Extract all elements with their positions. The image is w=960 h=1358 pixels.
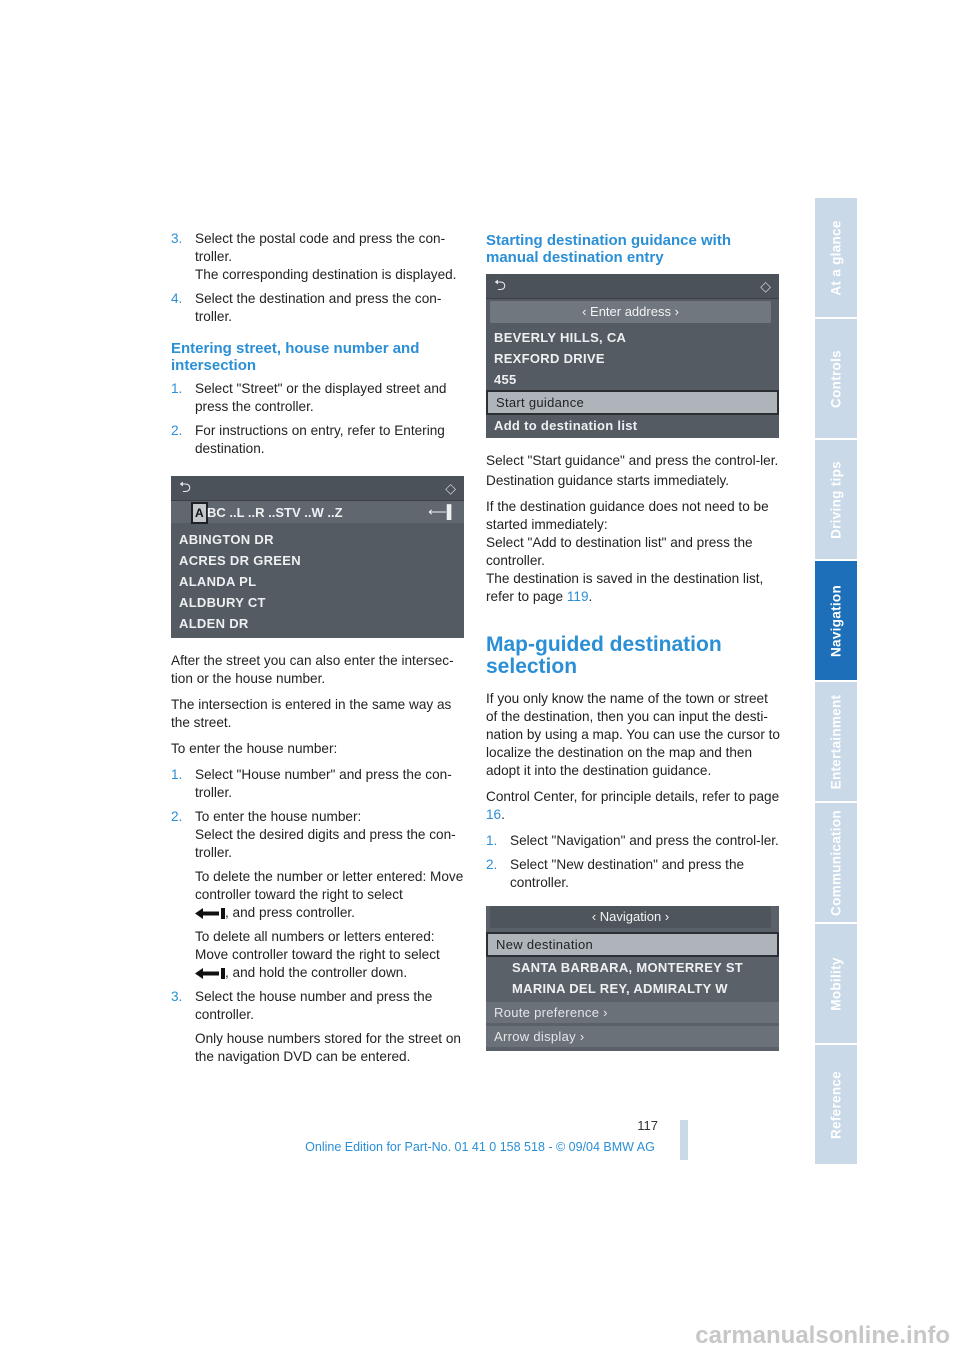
arrow-display-item[interactable]: Arrow display › <box>486 1026 779 1047</box>
tab-reference[interactable]: Reference <box>815 1045 857 1164</box>
para-select-start: Select "Start guidance" and press the control-ler. <box>486 453 779 468</box>
screen-navigation-menu <box>486 906 779 1051</box>
tab-driving-tips[interactable]: Driving tips <box>815 440 857 559</box>
step-2-house: 2. To enter the house number: Select the desired digits and press the con-troller. <box>171 809 456 860</box>
page-link-16[interactable]: 16 <box>486 807 502 822</box>
back-icon[interactable]: ⮌ <box>179 479 192 496</box>
house-dvd-note: Only house numbers stored for the street on the navigation DVD can be entered. <box>195 1031 461 1064</box>
menu-corner-icon: ◇ <box>445 480 456 496</box>
street-row[interactable]: ABINGTON DR <box>179 532 274 547</box>
tab-controls[interactable]: Controls <box>815 319 857 438</box>
para-control-center: Control Center, for principle details, refer to page 16. <box>486 789 780 822</box>
para-intersection: After the street you can also enter the intersec-tion or the house number. <box>171 653 454 686</box>
para-add-list: Select "Add to destination list" and press the controller. <box>486 535 753 568</box>
heading-street: Entering street, house number and intersection <box>171 340 420 374</box>
para-house-intro: To enter the house number: <box>171 741 338 756</box>
step-3-house: 3. Select the house number and press the controller. <box>171 989 433 1022</box>
watermark: carmanualsonline.info <box>695 1322 950 1349</box>
para-map-intro: If you only know the name of the town or street of the destination, then you can input the desti-nation by using a map. You can use the cursor to localize the destination on the map and then adopt it into the destination guidance. <box>486 691 780 778</box>
tab-navigation[interactable]: Navigation <box>815 561 857 680</box>
step-1-house: 1. Select "House number" and press the con-troller. <box>171 767 452 800</box>
street-row[interactable]: ALANDA PL <box>179 574 257 589</box>
tab-at-a-glance[interactable]: At a glance <box>815 198 857 317</box>
recent-destination-row[interactable]: SANTA BARBARA, MONTERREY ST <box>512 960 744 975</box>
tab-mobility[interactable]: Mobility <box>815 924 857 1043</box>
new-destination-item[interactable]: New destination <box>486 932 779 957</box>
back-icon[interactable]: ⮌ <box>494 277 507 294</box>
step-2-new-destination: 2. Select "New destination" and press the controller. <box>486 857 745 890</box>
address-row: BEVERLY HILLS, CA <box>494 330 627 345</box>
route-preference-item[interactable]: Route preference › <box>486 1002 779 1023</box>
navigation-header[interactable]: ‹ Navigation › <box>490 906 771 928</box>
heading-map-guided: Map-guided destination selection <box>486 633 722 678</box>
step-2-instructions: 2. For instructions on entry, refer to Entering destination. <box>171 423 445 456</box>
address-row: 455 <box>494 372 517 387</box>
para-starts-immediately: Destination guidance starts immediately. <box>486 473 730 488</box>
tab-entertainment[interactable]: Entertainment <box>815 682 857 801</box>
street-row[interactable]: ALDEN DR <box>179 616 249 631</box>
screen-topbar <box>171 476 464 501</box>
delete-arrow-icon <box>195 968 225 979</box>
delete-arrow-icon <box>195 908 225 919</box>
tab-communication[interactable]: Communication <box>815 803 857 922</box>
menu-corner-icon: ◇ <box>760 278 771 294</box>
enter-address-header[interactable]: ‹ Enter address › <box>490 301 771 323</box>
recent-destination-row[interactable]: MARINA DEL REY, ADMIRALTY W <box>512 981 728 996</box>
heading-start-guidance: Starting destination guidance with manual destination entry <box>486 232 732 266</box>
start-guidance-item[interactable]: Start guidance <box>486 390 779 415</box>
street-row[interactable]: ACRES DR GREEN <box>179 553 301 568</box>
step-1-street: 1. Select "Street" or the displayed street and press the controller. <box>171 381 447 414</box>
screen-street-entry <box>171 476 464 638</box>
letter-bar[interactable] <box>171 501 464 523</box>
delete-icon[interactable]: ⟵▌ <box>428 504 456 519</box>
letter-cursor[interactable]: A <box>191 502 208 524</box>
step-1-navigation: 1. Select "Navigation" and press the control-ler. <box>486 833 779 848</box>
add-to-list-item[interactable]: Add to destination list <box>494 418 638 433</box>
delete-single-note: To delete the number or letter entered: Move controller toward the right to select , and press controller. <box>195 869 464 920</box>
page-number: 117 <box>637 1118 658 1133</box>
para-saved: The destination is saved in the destination list, refer to page 119. <box>486 571 764 604</box>
left-column <box>171 230 465 1072</box>
street-row[interactable]: ALDBURY CT <box>179 595 266 610</box>
delete-all-note: To delete all numbers or letters entered: Move controller toward the right to select , and hold the controller down. <box>195 929 440 980</box>
section-tabs <box>815 198 857 1166</box>
step-3-postal: 3. Select the postal code and press the con-troller. The corresponding destination is displayed. <box>171 231 457 282</box>
screen-topbar <box>486 274 779 299</box>
step-4-destination: 4. Select the destination and press the con-troller. <box>171 291 442 324</box>
letter-list: BC ..L ..R ..STV ..W ..Z <box>207 505 343 520</box>
page-link-119[interactable]: 119 <box>566 589 589 604</box>
address-row: REXFORD DRIVE <box>494 351 605 366</box>
para-same-way: The intersection is entered in the same way as the street. <box>171 697 452 730</box>
right-column <box>486 230 780 1065</box>
footer-edition: Online Edition for Part-No. 01 41 0 158 518 - © 09/04 BMW AG <box>305 1140 655 1154</box>
para-not-immediately: If the destination guidance does not need to be started immediately: <box>486 499 769 532</box>
screen-enter-address <box>486 274 779 438</box>
